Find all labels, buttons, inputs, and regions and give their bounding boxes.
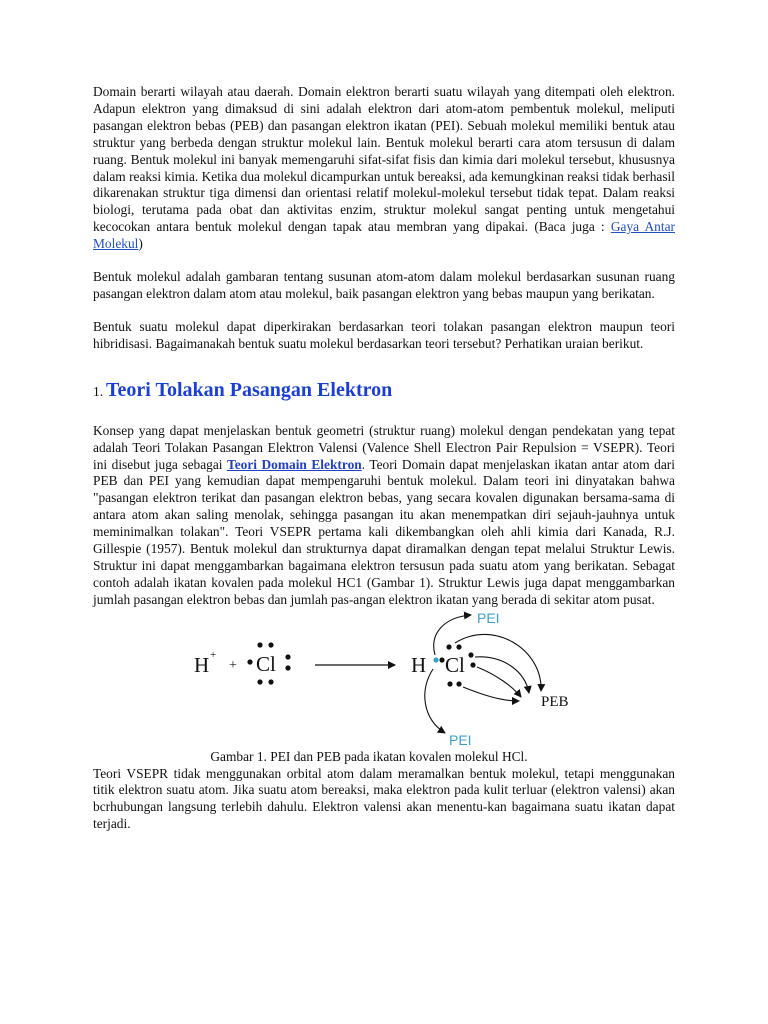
electron-dot — [285, 665, 290, 670]
baca-juga-prefix: (Baca juga : — [534, 219, 611, 235]
peb-arrow-3 — [477, 667, 521, 697]
gaya-antar-molekul-link[interactable]: Gaya Antar Molekul — [93, 219, 675, 252]
pei-top-arrow — [434, 615, 471, 655]
label-peb: PEB — [541, 693, 569, 710]
electron-dot — [447, 681, 452, 686]
section-heading — [93, 377, 675, 405]
paragraph-vsepr-part-2: . Teori Domain dapat menjelaskan ikatan antar atom dari PEB dan PEI yang kemudian dapat mempengaruhi bentuk molekul. Dalam teori ini dinyatakan bahwa "pasangan elektron terikat dan pasangan elektron bebas, yang secara kovalen digunakan bersama-sama di antara atom akan saling menolak, sehingga pasangan itu akan menempatkan diri sejauh-jauhnya untuk meminimalkan tolakan". Teori VSEPR pertama kali dikembangkan oleh ahli kimia dari Kanada, R.J. Gillespie (1957). Bentuk molekul dan strukturnya dapat diramalkan dengan tepat melalui Struktur Lewis. Struktur ini dapat menggambarkan bagaimana elektron tersusun pada suatu atom yang berikatan. Sebagat contoh adalah ikatan kovalen pada molekul HC1 (Gambar 1). Struktur Lewis juga dapat menggambarkan jumlah pasangan elektron bebas dan jumlah pas-angan elektron ikatan yang berada di sekitar atom pusat. — [93, 456, 675, 607]
label-pei-top: PEI — [477, 609, 500, 626]
lewis-diagram — [93, 609, 675, 749]
h-ion-symbol: H — [194, 652, 210, 677]
plus-sign: + — [229, 657, 237, 673]
electron-dot — [468, 652, 473, 657]
paragraph-bentuk-molekul: Bentuk molekul adalah gambaran tentang susunan atom-atom dalam molekul berdasarkan susunan ruang pasangan elektron dalam atom atau molekul, baik pasangan elektron yang bebas maupun yang berikatan. — [93, 269, 675, 301]
electron-dot — [247, 659, 252, 664]
paragraph-perkiraan: Bentuk suatu molekul dapat diperkirakan berdasarkan teori tolakan pasangan elektron maupun teori hibridisasi. Bagaimanakah bentuk suatu molekul berdasarkan teori tersebut? Perhatikan uraian berikut. — [93, 318, 675, 351]
label-pei-bottom: PEI — [449, 731, 472, 748]
pei-bottom-arrow — [425, 669, 445, 733]
electron-dot — [257, 642, 262, 647]
shared-electron-h — [433, 657, 438, 662]
figure-caption: Gambar 1. PEI dan PEB pada ikatan kovalen molekul HCl. — [210, 748, 528, 764]
electron-dot — [456, 644, 461, 649]
section-number: 1. — [93, 383, 104, 399]
electron-dot — [257, 679, 262, 684]
lewis-structure-figure — [93, 609, 675, 749]
electron-dot — [446, 644, 451, 649]
document-page — [93, 84, 675, 833]
electron-dot — [285, 654, 290, 659]
peb-arrow-2 — [475, 656, 529, 692]
peb-arrow-1 — [455, 634, 541, 691]
baca-juga-suffix: ) — [138, 236, 143, 252]
section-title: Teori Tolakan Pasangan Elektron — [106, 378, 393, 401]
product-cl-symbol: Cl — [445, 652, 465, 677]
h-ion-charge: + — [210, 648, 217, 661]
electron-dot — [268, 679, 273, 684]
product-h-symbol: H — [411, 652, 427, 677]
paragraph-vsepr — [93, 423, 675, 609]
shared-electron-cl — [439, 657, 444, 662]
paragraph-domain-text: Domain berarti wilayah atau daerah. Domain elektron berarti suatu wilayah yang ditempati oleh elektron. Adapun elektron yang dimaksud di sini adalah elektron dari atom-atom pembentuk molekul, meliputi pasangan elektron bebas (PEB) dan pasangan elektron ikatan (PEI). Sebuah molekul memiliki bentuk atau struktur yang berbeda dengan struktur molekul lain. Bentuk molekul berarti cara atom tersusun di dalam ruang. Bentuk molekul ini banyak memengaruhi sifat-sifat fisis dan kimia dari molekul tersebut, khususnya dalam reaksi kimia. Ketika dua molekul dicampurkan untuk bereaksi, ada kemungkinan reaksi tidak berhasil dikarenakan struktur tiga dimensi dan orientasi relatif molekul-molekul tersebut tidak tepat. Dalam reaksi biologi, terutama pada obat dan aktivitas enzim, struktur molekul sangat penting untuk mengetahui kecocokan antara bentuk molekul dengan tapak atau membran yang dipakai. — [93, 84, 675, 235]
peb-arrow-4 — [463, 687, 519, 701]
electron-dot — [456, 681, 461, 686]
paragraph-domain — [93, 84, 675, 253]
teori-domain-elektron-link[interactable]: Teori Domain Elektron — [227, 456, 362, 472]
electron-dot — [470, 662, 475, 667]
paragraph-vsepr-titik: Teori VSEPR tidak menggunakan orbital atom dalam meramalkan bentuk molekul, tetapi menggunakan titik elektron suatu atom. Jika suatu atom bereaksi, maka elektron pada kulit terluar (elektron valensi) akan bcrhubungan langsung terlebih dahulu. Elektron valensi akan menentu-kan bagaimana suatu ikatan dapat terjadi. — [93, 765, 675, 832]
cl-atom-symbol: Cl — [256, 651, 276, 676]
paragraph-vsepr-part-1: Konsep yang dapat menjelaskan bentuk geometri (struktur ruang) molekul dengan pendekatan yang tepat adalah Teori Tolakan Pasangan Elektron Valensi (Valence Shell Electron Pair Repulsion = VSEPR). Teori ini disebut juga sebagai — [93, 422, 675, 472]
electron-dot — [268, 642, 273, 647]
